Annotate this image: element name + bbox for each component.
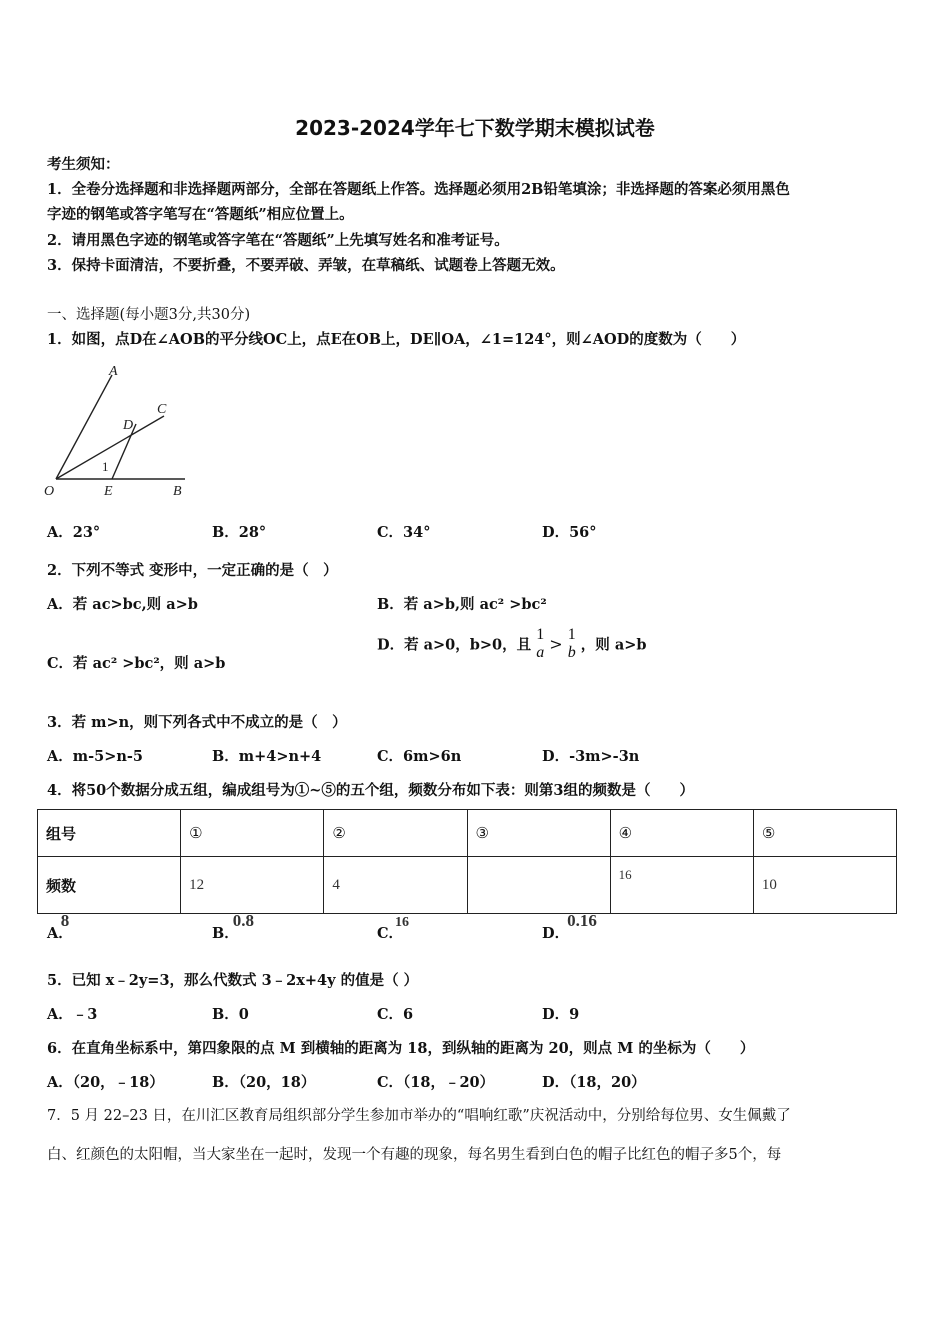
q5-option-c[interactable]: C．6 <box>377 1006 414 1023</box>
label-e: E <box>104 484 113 499</box>
q2-option-d-suffix: ，则 a>b <box>580 636 647 654</box>
table-cell: ② <box>324 810 467 857</box>
table-row <box>38 810 897 857</box>
notice-line-3: 3．保持卡面清洁，不要折叠，不要弄破、弄皱，在草稿纸、试题卷上答题无效。 <box>47 257 565 274</box>
q2-option-c[interactable]: C．若 ac² >bc²，则 a>b <box>47 655 226 672</box>
q4-option-b[interactable]: B．0.8 <box>212 911 255 942</box>
table-cell: 16 <box>610 857 753 914</box>
notice-line-1a: 1．全卷分选择题和非选择题两部分，全部在答题纸上作答。选择题必须用2B铅笔填涂；非选择题的答案必须用黑色 <box>47 181 790 198</box>
label-angle-1: 1 <box>102 459 109 474</box>
q6-option-b[interactable]: B．（20，18） <box>212 1074 316 1091</box>
q2-option-d-prefix: D．若 a>0，b>0，且 <box>377 636 532 654</box>
q6-stem: 6．在直角坐标系中，第四象限的点 M 到横轴的距离为 18，到纵轴的距离为 20，则点 M 的坐标为（ ） <box>47 1040 755 1057</box>
q5-stem: 5．已知 x﹣2y=3，那么代数式 3﹣2x+4y 的值是（ ） <box>47 972 419 989</box>
label-a: A <box>109 364 118 379</box>
q2-stem: 2．下列不等式 变形中，一定正确的是（ ） <box>47 562 338 579</box>
frequency-table <box>37 809 897 914</box>
label-b: B <box>173 484 182 499</box>
q5-option-a[interactable]: A．﹣3 <box>47 1006 98 1023</box>
q3-option-d[interactable]: D．-3m>-3n <box>542 748 640 765</box>
table-cell: ③ <box>467 810 610 857</box>
table-cell: 12 <box>181 857 324 914</box>
table-cell: 频数 <box>38 857 181 914</box>
q3-option-b[interactable]: B．m+4>n+4 <box>212 748 322 765</box>
notice-line-2: 2．请用黑色字迹的钢笔或答字笔在“答题纸”上先填写姓名和准考证号。 <box>47 232 509 249</box>
q1-figure <box>40 362 200 502</box>
table-cell: ⑤ <box>753 810 896 857</box>
q3-stem: 3．若 m>n，则下列各式中不成立的是（ ） <box>47 714 347 731</box>
q1-option-a[interactable]: A．23° <box>47 524 101 541</box>
greater-than-sign: > <box>549 634 563 654</box>
q5-option-d[interactable]: D．9 <box>542 1006 580 1023</box>
q4-option-c[interactable]: C．16 <box>377 915 410 942</box>
table-row <box>38 857 897 914</box>
q6-option-d[interactable]: D．（18，20） <box>542 1074 646 1091</box>
q1-option-d[interactable]: D．56° <box>542 524 597 541</box>
notice-line-1b: 字迹的钢笔或答字笔写在“答题纸”相应位置上。 <box>47 206 354 223</box>
q2-option-a[interactable]: A．若 ac>bc,则 a>b <box>47 596 198 613</box>
q1-stem: 1．如图，点D在∠AOB的平分线OC上，点E在OB上，DE∥OA，∠1=124°，则∠AOD的度数为（ ） <box>47 331 746 348</box>
table-cell: ④ <box>610 810 753 857</box>
label-d: D <box>123 418 134 433</box>
q5-option-b[interactable]: B．0 <box>212 1006 249 1023</box>
table-cell: 组号 <box>38 810 181 857</box>
q3-option-c[interactable]: C．6m>6n <box>377 748 462 765</box>
q2-option-d[interactable] <box>377 626 647 662</box>
q4-option-a[interactable]: A．8 <box>47 911 73 942</box>
fraction-1-over-a: 1 a <box>536 626 545 661</box>
section-heading: 一、选择题(每小题3分,共30分) <box>47 307 251 323</box>
fraction-1-over-b: 1 b <box>567 626 576 661</box>
page-title: 2023-2024学年七下数学期末模拟试卷 <box>295 116 655 140</box>
q2-option-b[interactable]: B．若 a>b,则 ac² >bc² <box>377 596 547 613</box>
label-c: C <box>157 402 167 417</box>
q4-stem: 4．将50个数据分成五组，编成组号为①~⑤的五个组，频数分布如下表：则第3组的频数是（ ） <box>47 782 695 799</box>
notice-heading: 考生须知： <box>47 156 120 173</box>
q6-option-a[interactable]: A．（20，﹣18） <box>47 1074 164 1091</box>
q7-line-1: 7．5 月 22–23 日，在川汇区教育局组织部分学生参加市举办的“唱响红歌”庆祝活动中，分别给每位男、女生佩戴了 <box>47 1108 791 1124</box>
q6-option-c[interactable]: C．（18，﹣20） <box>377 1074 495 1091</box>
q1-option-b[interactable]: B．28° <box>212 524 267 541</box>
q7-line-2: 白、红颜色的太阳帽，当大家坐在一起时，发现一个有趣的现象，每名男生看到白色的帽子比红色的帽子多5个，每 <box>47 1147 782 1163</box>
table-cell: ① <box>181 810 324 857</box>
label-o: O <box>44 484 55 499</box>
q4-option-d[interactable]: D．0.16 <box>542 911 597 942</box>
table-cell: 10 <box>753 857 896 914</box>
q3-option-a[interactable]: A．m-5>n-5 <box>47 748 143 765</box>
q1-option-c[interactable]: C．34° <box>377 524 431 541</box>
table-cell <box>467 857 610 914</box>
table-cell: 4 <box>324 857 467 914</box>
